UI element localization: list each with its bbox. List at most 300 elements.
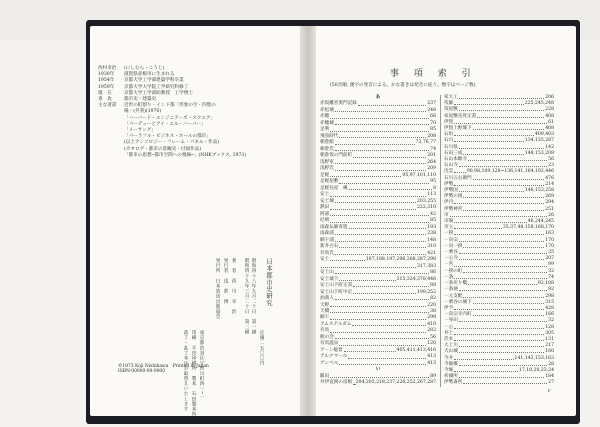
bio-value: (以上アンソロジー・フレーム・パネル・作品) bbox=[124, 140, 220, 146]
index-leader bbox=[463, 294, 544, 298]
bio-row bbox=[98, 97, 156, 103]
index-leader bbox=[454, 325, 544, 329]
index-pages: 476 bbox=[545, 175, 554, 181]
index-leader bbox=[454, 368, 518, 372]
index-leader bbox=[335, 108, 426, 112]
index-term: 朝倉氏 bbox=[320, 146, 334, 152]
bio-value: 「ハーバード・エンジニアーズ・スクエア」 bbox=[124, 115, 216, 121]
index-term: 一揆 bbox=[444, 231, 454, 237]
index-pages: 32 bbox=[548, 318, 554, 324]
index-pages: 90,98,109,128~136,141,164,192,446 bbox=[466, 169, 554, 175]
index-term: 一揆の町 bbox=[444, 268, 463, 274]
index-term: 足利 bbox=[320, 127, 330, 133]
index-term: 一向宗寺内町 bbox=[444, 312, 472, 318]
index-note: (50音順, 漢字の発音による。かな書きは発音に従う。数字はページ数) bbox=[330, 83, 476, 88]
index-leader bbox=[468, 281, 537, 285]
index-pages: 95,97,101,110 bbox=[402, 172, 436, 178]
index-pages: 220 bbox=[427, 302, 436, 308]
index-term: 伊賀 bbox=[444, 119, 454, 125]
index-leader bbox=[459, 362, 547, 366]
index-pages: 310 bbox=[427, 244, 436, 250]
index-leader bbox=[454, 356, 513, 360]
index-leader bbox=[349, 225, 427, 229]
index-leader bbox=[330, 127, 429, 131]
index-term: 家大工 bbox=[444, 95, 458, 100]
index-pages: 73,76,77 bbox=[415, 140, 436, 146]
index-pages: 99 bbox=[548, 262, 554, 268]
index-pages: 410 bbox=[427, 321, 436, 327]
index-leader bbox=[454, 101, 524, 105]
index-term: 伊勢斎所 bbox=[444, 380, 463, 386]
index-pages: 56 bbox=[430, 334, 436, 340]
index-leader bbox=[335, 199, 416, 203]
index-leader bbox=[454, 132, 534, 136]
index-leader bbox=[454, 219, 526, 223]
index-leader bbox=[454, 231, 544, 235]
index-pages: 228 bbox=[545, 107, 554, 113]
index-pages: 282 bbox=[427, 328, 436, 334]
index-leader bbox=[335, 140, 415, 144]
index-term: 伊勢国 bbox=[444, 188, 458, 194]
index-pages: 148,153,208 bbox=[524, 150, 554, 156]
index-leader bbox=[473, 176, 545, 180]
index-term: 一条通 bbox=[444, 287, 458, 293]
index-term: 石山本願寺 bbox=[444, 157, 467, 163]
index-pages: 408 bbox=[545, 126, 554, 132]
index-pages: 315,324,378,446 bbox=[396, 276, 436, 282]
bio-key: 1959年 bbox=[98, 84, 115, 90]
index-leader bbox=[330, 309, 429, 313]
index-pages: 92 bbox=[548, 287, 554, 293]
index-leader bbox=[454, 120, 547, 124]
index-term: 熱田 bbox=[320, 205, 330, 211]
isbn-line: ISBN-00000-00-0000 bbox=[118, 369, 165, 375]
index-pages: 405,411,413,416 bbox=[396, 347, 436, 353]
index-pages: 88 bbox=[430, 283, 436, 289]
bio-value: 京都大学工学部助教授 工学博士 bbox=[124, 90, 193, 96]
index-leader bbox=[454, 138, 524, 142]
index-pages: 26 bbox=[548, 212, 554, 218]
index-term: 阿部 bbox=[320, 211, 330, 217]
index-term: 石川 bbox=[444, 138, 454, 144]
index-pages: 199,252 bbox=[417, 289, 436, 295]
index-pages: 38 bbox=[430, 308, 436, 314]
index-entry bbox=[444, 380, 554, 386]
index-leader bbox=[330, 212, 429, 216]
index-leader bbox=[454, 275, 547, 279]
index-leader bbox=[339, 179, 429, 183]
index-leader bbox=[335, 121, 429, 125]
index-leader bbox=[352, 322, 426, 326]
index-pages: 204,205,218,237,226,252,267,287 bbox=[355, 380, 436, 386]
index-term: 足軽 bbox=[320, 172, 330, 178]
index-leader bbox=[330, 257, 365, 261]
index-pages: 113 bbox=[427, 192, 436, 198]
index-pages: 70 bbox=[430, 120, 436, 126]
index-term: 安土山下町中定 bbox=[320, 289, 353, 295]
index-pages: 222,310 bbox=[417, 205, 436, 211]
index-pages: 187,188,197,206,268,287,298 bbox=[365, 257, 436, 263]
index-pages: 428 bbox=[545, 305, 554, 311]
index-leader bbox=[463, 380, 547, 384]
index-term: 祈禱所 bbox=[444, 374, 458, 380]
index-term: 筏師 bbox=[444, 101, 454, 107]
index-term: 今堀郷 bbox=[444, 361, 458, 367]
index-pages: 8 bbox=[433, 185, 436, 191]
index-leader bbox=[335, 251, 426, 255]
bio-row bbox=[98, 147, 201, 153]
bio-value: 近世の町割り・インド都「形象の空・四壁の bbox=[124, 103, 216, 109]
index-term: 一心寺 bbox=[444, 256, 458, 262]
colophon-line: 東京都渋谷区宇田川町四一─一 bbox=[199, 330, 204, 400]
index-pages: 251 bbox=[545, 206, 554, 212]
index-leader bbox=[339, 361, 426, 365]
colophon-line: 日本都市史研究 bbox=[265, 258, 273, 307]
index-term: 井上 bbox=[444, 330, 454, 336]
index-pages: 148 bbox=[427, 237, 436, 243]
index-term: 足軽屋敷 bbox=[320, 179, 339, 185]
index-pages: 421 bbox=[427, 250, 436, 256]
index-pages: 42 bbox=[430, 211, 436, 217]
page-marker: r bbox=[548, 388, 551, 394]
bio-row bbox=[98, 134, 211, 140]
column-divider bbox=[440, 95, 441, 387]
index-pages: 298 bbox=[545, 293, 554, 299]
index-pages: 27 bbox=[548, 380, 554, 386]
index-leader bbox=[454, 337, 544, 341]
index-section-heading: い bbox=[375, 367, 381, 373]
index-pages: 82 bbox=[430, 296, 436, 302]
index-term: 市場 bbox=[444, 219, 454, 225]
index-term: 市立 bbox=[444, 225, 454, 231]
index-leader bbox=[473, 312, 545, 316]
index-pages: 74 bbox=[430, 146, 436, 152]
colophon-line: 発行者 浅 倉 博 bbox=[223, 258, 228, 304]
index-title: 事 項 索 引 bbox=[390, 69, 477, 79]
index-leader bbox=[358, 101, 426, 105]
index-pages: 206 bbox=[545, 95, 554, 100]
colophon-line: 発行所 日本放送出版協会 bbox=[215, 258, 220, 320]
index-leader bbox=[339, 277, 395, 281]
index-leader bbox=[459, 163, 547, 167]
index-leader bbox=[335, 160, 426, 164]
index-term: 伊勢の国 bbox=[444, 194, 463, 200]
index-pages: 217 bbox=[545, 343, 554, 349]
index-pages: 146,153,258 bbox=[524, 188, 554, 194]
index-pages: 209 bbox=[427, 166, 436, 172]
bio-row bbox=[98, 66, 164, 72]
bio-value: 場」(共著)(1970) bbox=[124, 109, 162, 115]
index-leader bbox=[321, 264, 416, 268]
bio-value: 都市史・建築史 bbox=[124, 97, 157, 102]
index-leader bbox=[459, 287, 547, 291]
bio-row bbox=[98, 153, 246, 159]
index-pages: 294 bbox=[545, 200, 554, 206]
index-term: 赤穂 bbox=[320, 114, 330, 120]
index-term: 井伊直弼の彦根 bbox=[320, 380, 353, 386]
index-term: 赤坂離宮奥門記録 bbox=[320, 101, 357, 107]
index-term: 茨木 bbox=[444, 336, 454, 342]
index-leader bbox=[450, 213, 548, 217]
bio-key: 現 在 bbox=[98, 90, 112, 96]
index-leader bbox=[330, 303, 426, 307]
index-term: 石川五右衛門 bbox=[444, 175, 472, 181]
bio-value: 「パーラフル・ビジネス・ホールの都市」 bbox=[124, 134, 211, 140]
index-leader bbox=[477, 114, 544, 118]
index-term: 大上川 bbox=[444, 343, 458, 349]
index-leader bbox=[473, 300, 545, 304]
index-term: アルクマール bbox=[320, 354, 348, 360]
index-pages: 28 bbox=[548, 361, 554, 367]
index-pages: 85 bbox=[430, 218, 436, 224]
bio-key: 主な著書 bbox=[98, 103, 117, 109]
index-term: 石垣 bbox=[444, 132, 454, 138]
index-section-heading: あ bbox=[375, 95, 381, 100]
bio-value: 「都市の思想─都市空間への視線─」(NHKブックス, 1973) bbox=[124, 152, 247, 158]
index-term: 安土城下 bbox=[320, 276, 339, 282]
index-pages: 35 bbox=[548, 250, 554, 256]
index-leader bbox=[353, 153, 426, 157]
index-term: 安土 bbox=[320, 257, 330, 263]
index-leader bbox=[339, 244, 426, 248]
index-pages: 120 bbox=[427, 341, 436, 347]
index-term: 一条 bbox=[444, 274, 454, 280]
index-term: 有馬 bbox=[320, 328, 330, 334]
index-pages: 89 bbox=[430, 373, 436, 379]
index-leader bbox=[463, 207, 544, 211]
index-leader bbox=[330, 114, 429, 118]
index-column-right bbox=[444, 95, 554, 387]
bio-key: 1954年 bbox=[98, 78, 115, 84]
index-term: 有馬温泉 bbox=[320, 341, 339, 347]
bio-value: 滋賀県彦根市に生まれる bbox=[124, 72, 175, 78]
index-term: 有馬氏 bbox=[320, 250, 334, 256]
index-leader bbox=[463, 151, 523, 155]
index-term: 一心 bbox=[444, 324, 454, 330]
index-term: 雨森浦 bbox=[320, 231, 334, 237]
index-leader bbox=[459, 145, 544, 149]
index-term: 市 bbox=[444, 212, 449, 218]
index-pages: 23 bbox=[548, 163, 554, 169]
index-leader bbox=[454, 169, 466, 173]
index-term: 尼崎 bbox=[320, 218, 330, 224]
index-leader bbox=[339, 341, 426, 345]
index-pages: 35,37,48,158,168,170 bbox=[502, 225, 554, 231]
index-leader bbox=[454, 200, 544, 204]
colophon-line: 定価二五〇〇円 bbox=[259, 330, 264, 366]
index-pages: 315 bbox=[545, 299, 554, 305]
colophon-line: 昭和四十八年九月二十日 第一刷 bbox=[251, 258, 256, 335]
index-pages: 142 bbox=[545, 144, 554, 150]
index-term: 油商人 bbox=[320, 296, 334, 302]
index-pages: 85 bbox=[430, 127, 436, 133]
bio-row bbox=[98, 116, 215, 122]
index-leader bbox=[349, 186, 432, 190]
index-leader bbox=[330, 218, 429, 222]
colophon-line: 落丁・乱丁本はお取替えいたします bbox=[183, 330, 188, 412]
index-leader bbox=[459, 343, 544, 347]
bio-row bbox=[98, 140, 219, 146]
index-pages: 201 bbox=[427, 153, 436, 159]
index-pages: 32 bbox=[548, 268, 554, 274]
index-leader bbox=[330, 192, 426, 196]
index-pages: 56 bbox=[548, 157, 554, 163]
index-pages: 317,383 bbox=[417, 263, 436, 269]
index-pages: 248 bbox=[427, 107, 436, 113]
index-leader bbox=[454, 182, 544, 186]
index-pages: 128 bbox=[545, 324, 554, 330]
bio-row bbox=[98, 78, 184, 84]
index-term: 一乗谷の城下 bbox=[444, 299, 472, 305]
index-leader bbox=[459, 349, 544, 353]
index-pages: 66 bbox=[430, 114, 436, 120]
index-pages: 207 bbox=[545, 256, 554, 262]
index-leader bbox=[353, 380, 354, 384]
index-pages: 141,143,153,163 bbox=[514, 355, 554, 361]
bio-row bbox=[98, 103, 216, 109]
index-leader bbox=[454, 331, 544, 335]
index-term: 綾の会 bbox=[320, 334, 334, 340]
index-pages: 413 bbox=[427, 360, 436, 366]
bio-value: 京都大学工学部建築学科卒業 bbox=[124, 78, 184, 84]
index-leader bbox=[459, 318, 547, 322]
index-leader bbox=[330, 205, 416, 209]
copyright-block bbox=[118, 364, 209, 375]
index-leader bbox=[459, 250, 547, 254]
index-leader bbox=[454, 225, 502, 229]
index-term: アーン総督 bbox=[320, 347, 343, 353]
index-term: 一身田 bbox=[444, 318, 458, 324]
index-term: 家屋敷売買定書 bbox=[444, 113, 477, 119]
index-leader bbox=[339, 134, 426, 138]
index-term: 石田三成 bbox=[444, 150, 463, 156]
colophon-line: 印刷 半田印刷所 製本 石田製本所 bbox=[191, 330, 196, 417]
index-term: 伊丹 bbox=[444, 200, 454, 206]
index-term: 一乗谷 bbox=[444, 250, 458, 256]
index-pages: 264 bbox=[427, 159, 436, 165]
bio-row bbox=[98, 122, 206, 128]
bio-row bbox=[98, 72, 175, 78]
bio-row bbox=[98, 85, 188, 91]
index-term: 浅野家 bbox=[320, 159, 334, 165]
index-pages: 46,244,245 bbox=[527, 219, 554, 225]
index-leader bbox=[459, 95, 544, 99]
index-term: 石川県 bbox=[444, 144, 458, 150]
index-pages: 95 bbox=[430, 179, 436, 185]
bio-key: 専 攻 bbox=[98, 97, 112, 102]
bio-key: 西村幸治 bbox=[98, 66, 117, 71]
index-term: 網干 bbox=[320, 315, 330, 321]
bio-row bbox=[98, 109, 161, 115]
index-pages: 134,135,287 bbox=[524, 138, 554, 144]
index-term: 飯田 bbox=[320, 373, 330, 379]
index-term: 飛鳥時代 bbox=[320, 133, 339, 139]
index-term: 雨森仏師寄進 bbox=[320, 224, 348, 230]
index-leader bbox=[454, 306, 544, 310]
index-term: アムステルダム bbox=[320, 321, 352, 327]
index-term: 網干浦 bbox=[320, 237, 334, 243]
index-leader bbox=[330, 315, 426, 319]
index-pages: 193 bbox=[427, 224, 436, 230]
index-leader bbox=[335, 238, 426, 242]
copyright-line: ©1973 Koji Nishikawa Printed in Japan bbox=[118, 364, 209, 369]
index-pages: 74 bbox=[548, 274, 554, 280]
index-pages: 237 bbox=[427, 101, 436, 107]
index-leader bbox=[459, 374, 544, 378]
index-term: 朝倉館 bbox=[320, 140, 334, 146]
index-pages: 86 bbox=[430, 270, 436, 276]
index-pages: 305 bbox=[545, 330, 554, 336]
index-pages: 409,403 bbox=[535, 132, 554, 138]
index-leader bbox=[335, 147, 429, 151]
index-term: 赤松城 bbox=[320, 107, 334, 113]
index-pages: 413 bbox=[427, 354, 436, 360]
index-term: 安土山 bbox=[320, 270, 334, 276]
index-term: 天野 bbox=[320, 302, 330, 308]
index-pages: 160 bbox=[545, 349, 554, 355]
index-term: 石山寺 bbox=[444, 163, 458, 169]
bio-value: (カタログ・都市の景観史・付録作品) bbox=[124, 146, 202, 152]
index-leader bbox=[459, 238, 544, 242]
index-pages: 170 bbox=[545, 243, 554, 249]
index-term: 伊勢神宮 bbox=[444, 206, 463, 212]
index-pages: 170 bbox=[545, 237, 554, 243]
index-term: 朝倉坂の門前町 bbox=[320, 153, 353, 159]
book-gutter bbox=[300, 26, 316, 416]
colophon-line: 著 者 西 川 幸 治 bbox=[231, 258, 236, 315]
index-leader bbox=[459, 256, 544, 260]
index-term: アンベル bbox=[320, 360, 339, 366]
index-term: 赤穂城 bbox=[320, 120, 334, 126]
index-leader bbox=[344, 348, 396, 352]
bio-row bbox=[98, 128, 156, 134]
index-leader bbox=[468, 157, 547, 161]
index-leader bbox=[330, 173, 401, 177]
index-term: 出雲 bbox=[444, 169, 454, 175]
index-leader bbox=[353, 283, 429, 287]
index-pages: 92,108 bbox=[537, 281, 554, 287]
index-term: 浅野氏 bbox=[320, 166, 334, 172]
index-term: 今堀 bbox=[444, 367, 454, 373]
index-leader bbox=[335, 270, 429, 274]
index-term: 安土山下町定書 bbox=[320, 283, 353, 289]
index-leader bbox=[330, 328, 426, 332]
index-term: 安土 bbox=[320, 192, 330, 198]
index-term: 筏屋敷 bbox=[444, 107, 458, 113]
index-column-left bbox=[320, 95, 436, 387]
index-leader bbox=[335, 231, 426, 235]
index-leader bbox=[463, 244, 544, 248]
bio-row bbox=[98, 91, 193, 97]
index-term: 足軽長屋 縄 bbox=[320, 185, 348, 191]
index-pages: 208 bbox=[427, 133, 436, 139]
index-leader bbox=[459, 188, 524, 192]
index-pages: 408 bbox=[545, 113, 554, 119]
index-pages: 166 bbox=[545, 312, 554, 318]
index-term: 天橋 bbox=[320, 308, 330, 314]
index-term: 一向宗 bbox=[444, 237, 458, 243]
index-pages: 17,18,20,23,24 bbox=[518, 367, 554, 373]
index-leader bbox=[463, 269, 547, 273]
index-leader bbox=[454, 262, 547, 266]
index-term: 今井 bbox=[444, 355, 454, 361]
bio-value: 「メーサング」 bbox=[124, 128, 156, 133]
index-leader bbox=[335, 296, 429, 300]
index-pages: 269 bbox=[545, 194, 554, 200]
index-term: 安土城 bbox=[320, 198, 334, 204]
index-term: 一条戻り橋 bbox=[444, 281, 467, 287]
bio-value: (にしむら・こうじ) bbox=[124, 66, 165, 71]
